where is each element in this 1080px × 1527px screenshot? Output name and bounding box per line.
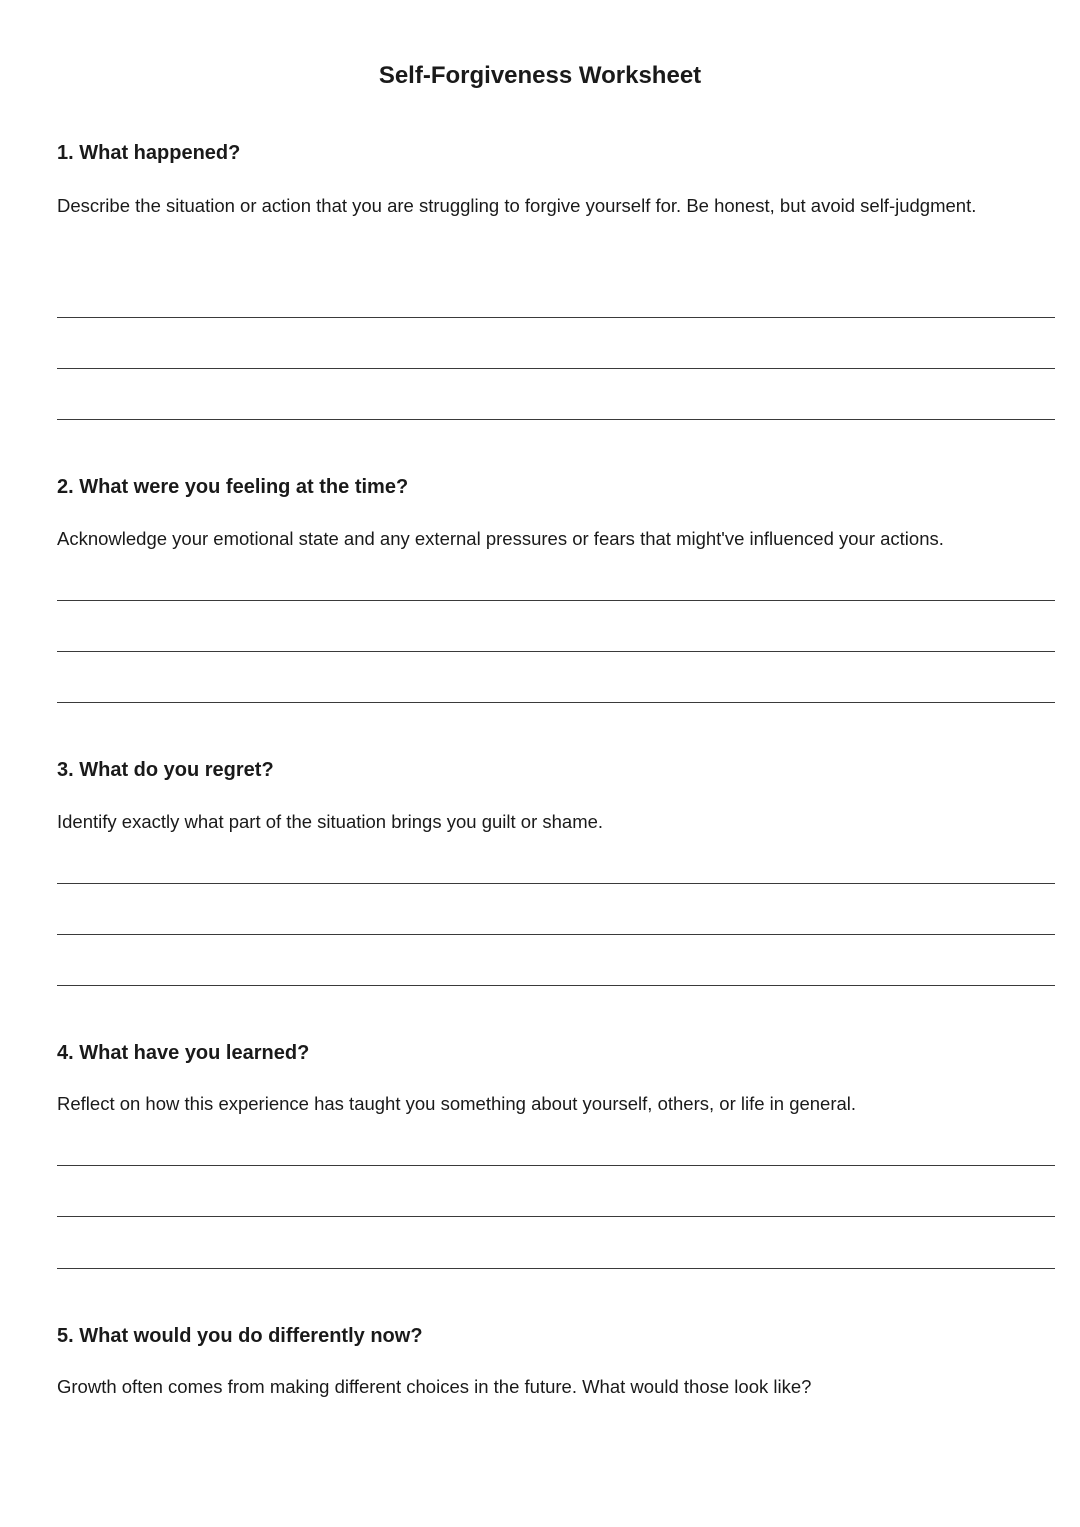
question-4-heading: 4. What have you learned? bbox=[57, 1042, 310, 1064]
question-2-heading: 2. What were you feeling at the time? bbox=[57, 476, 409, 498]
question-5-heading: 5. What would you do differently now? bbox=[57, 1325, 423, 1347]
answer-line-3-1[interactable] bbox=[57, 883, 1055, 884]
answer-line-4-1[interactable] bbox=[57, 1165, 1055, 1166]
question-3-description: Identify exactly what part of the situation brings you guilt or shame. bbox=[57, 811, 604, 832]
answer-line-1-2[interactable] bbox=[57, 368, 1055, 369]
question-1-description: Describe the situation or action that you are struggling to forgive yourself for. Be honest, but avoid self-judgment. bbox=[57, 195, 977, 216]
answer-line-4-2[interactable] bbox=[57, 1216, 1055, 1217]
answer-line-3-2[interactable] bbox=[57, 934, 1055, 935]
answer-line-2-3[interactable] bbox=[57, 702, 1055, 703]
answer-line-1-1[interactable] bbox=[57, 317, 1055, 318]
question-2-description: Acknowledge your emotional state and any external pressures or fears that might've influenced your actions. bbox=[57, 528, 944, 549]
question-3-heading: 3. What do you regret? bbox=[57, 759, 274, 781]
answer-line-4-3[interactable] bbox=[57, 1268, 1055, 1269]
question-1-heading: 1. What happened? bbox=[57, 142, 241, 164]
question-4-description: Reflect on how this experience has taught you something about yourself, others, or life in general. bbox=[57, 1093, 857, 1114]
question-5-description: Growth often comes from making different choices in the future. What would those look like? bbox=[57, 1376, 812, 1397]
answer-line-3-3[interactable] bbox=[57, 985, 1055, 986]
answer-line-1-3[interactable] bbox=[57, 419, 1055, 420]
answer-line-2-1[interactable] bbox=[57, 600, 1055, 601]
page-title: Self-Forgiveness Worksheet bbox=[378, 62, 702, 89]
answer-line-2-2[interactable] bbox=[57, 651, 1055, 652]
